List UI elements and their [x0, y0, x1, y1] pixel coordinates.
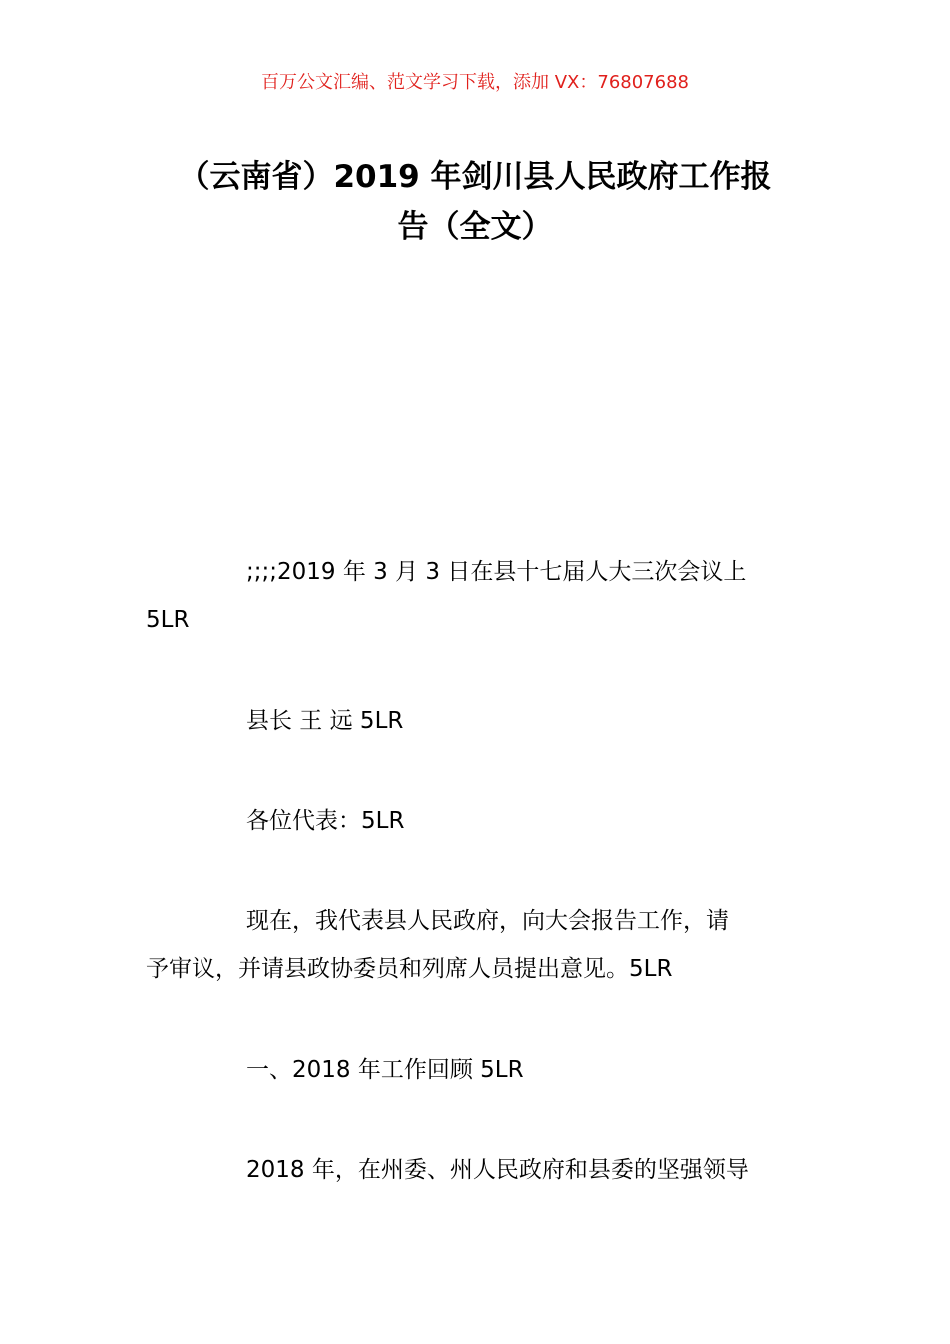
title-line-1: （云南省）2019 年剑川县人民政府工作报	[178, 159, 772, 195]
paragraph-date	[146, 548, 810, 644]
paragraph-line: 县长 王 远 5LR	[246, 708, 404, 734]
paragraph-line: 予审议，并请县政协委员和列席人员提出意见。5LR	[146, 956, 673, 982]
paragraph-line: 各位代表：5LR	[246, 808, 405, 834]
paragraph-salutation	[146, 797, 810, 845]
section-heading	[146, 1046, 810, 1094]
paragraph-line: 现在，我代表县人民政府，向大会报告工作，请	[246, 908, 729, 934]
paragraph-line: ;;;;2019 年 3 月 3 日在县十七届人大三次会议上	[246, 559, 747, 585]
paragraph-intro	[146, 897, 810, 993]
paragraph-speaker	[146, 697, 810, 745]
title-line-2: 告（全文）	[397, 209, 553, 245]
paragraph-line: 2018 年，在州委、州人民政府和县委的坚强领导	[246, 1157, 749, 1183]
paragraph-line: 5LR	[146, 607, 190, 633]
header-note: 百万公文汇编、范文学习下载，添加 VX：76807688	[261, 72, 689, 93]
paragraph-line: 一、2018 年工作回顾 5LR	[246, 1057, 524, 1083]
paragraph-review	[146, 1146, 810, 1194]
document-title	[0, 152, 950, 252]
